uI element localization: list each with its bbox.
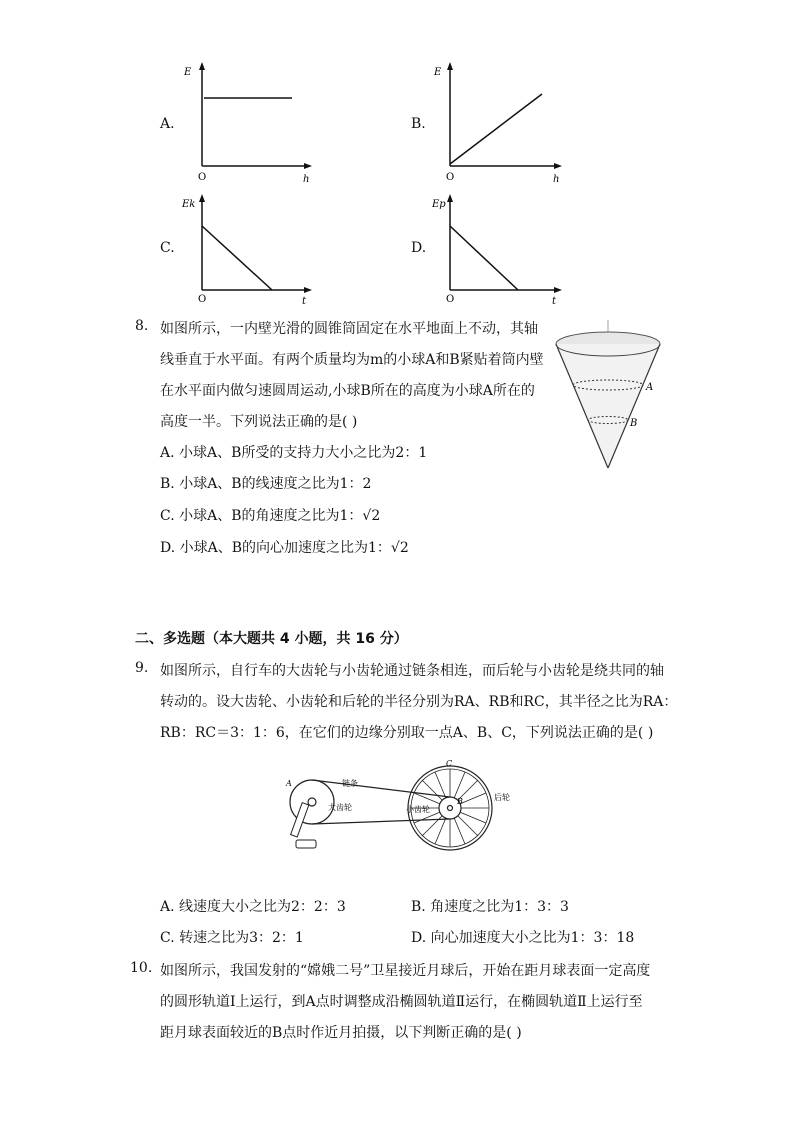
graph-c-xlabel: t (302, 296, 307, 307)
q8-line-3: 在水平面内做匀速圆周运动,小球B所在的高度为小球A所在的 (160, 383, 535, 399)
graph-d-ylabel: Ep (432, 199, 446, 210)
q8-line-1: 如图所示，一内壁光滑的圆锥筒固定在水平地面上不动，其轴 (160, 321, 538, 337)
cone-label-b: B (630, 418, 638, 429)
q9-line-3: RB：RC＝3：1：6，在它们的边缘分别取一点A、B、C，下列说法正确的是( ) (160, 725, 654, 741)
q9-option-d: D. 向心加速度大小之比为1：3：18 (411, 930, 635, 946)
q10-line-1: 如图所示，我国发射的“嫦娥二号”卫星接近月球后，开始在距月球表面一定高度 (160, 963, 651, 979)
graph-d-xlabel: t (552, 296, 557, 307)
bicycle-label-chain: 链条 (342, 779, 358, 788)
section-title: 二、多选题（本大题共 4 小题，共 16 分） (135, 631, 408, 647)
bicycle-label-a: A (286, 779, 292, 788)
bicycle-label-rear-wheel: 后轮 (494, 793, 510, 802)
graph-c (180, 190, 320, 319)
q8-line-2: 线垂直于水平面。有两个质量均为m的小球A和B紧贴着筒内壁 (160, 352, 544, 368)
graph-a-ylabel: E (184, 67, 192, 78)
bicycle-label-c: C (446, 760, 453, 768)
graph-c-ylabel: Ek (182, 199, 196, 210)
graph-c-origin: O (198, 294, 207, 305)
q8-option-b: B. 小球A、B的线速度之比为1：2 (160, 476, 372, 492)
q8-option-c: C. 小球A、B的角速度之比为1：√2 (160, 508, 381, 524)
bicycle-label-small-gear: 小齿轮 (406, 805, 430, 814)
q8-line-4: 高度一半。下列说法正确的是( ) (160, 414, 358, 430)
q9-option-b: B. 角速度之比为1：3：3 (411, 899, 569, 915)
q9-option-c: C. 转速之比为3：2：1 (160, 930, 304, 946)
q9-option-a: A. 线速度大小之比为2：2：3 (160, 899, 346, 915)
q10-number: 10. (130, 960, 153, 976)
cone-label-a: A (646, 382, 654, 393)
q8-number: 8. (135, 318, 149, 334)
q9-line-2: 转动的。设大齿轮、小齿轮和后轮的半径分别为RA、RB和RC，其半径之比为RA： (160, 694, 678, 710)
graph-b-origin: O (446, 172, 455, 183)
bicycle-label-b: B (457, 797, 463, 806)
cone-figure (548, 318, 668, 482)
option-c-label: C. (160, 240, 175, 256)
graph-d (430, 190, 570, 319)
option-b-label: B. (411, 116, 426, 132)
q10-line-2: 的圆形轨道Ⅰ上运行，到A点时调整成沿椭圆轨道Ⅱ运行，在椭圆轨道Ⅱ上运行至 (160, 994, 643, 1010)
bicycle-figure (282, 760, 512, 864)
q10-line-3: 距月球表面较近的B点时作近月拍摄，以下判断正确的是( ) (160, 1025, 522, 1041)
option-a-label: A. (160, 116, 175, 132)
graph-a-xlabel: h (303, 174, 310, 183)
q8-option-d: D. 小球A、B的向心加速度之比为1：√2 (160, 540, 409, 556)
bicycle-label-big-gear: 大齿轮 (328, 803, 352, 812)
q9-line-1: 如图所示，自行车的大齿轮与小齿轮通过链条相连，而后轮与小齿轮是绕共同的轴 (160, 663, 664, 679)
graph-d-origin: O (446, 294, 455, 305)
option-d-label: D. (411, 240, 427, 256)
q8-option-a: A. 小球A、B所受的支持力大小之比为2：1 (160, 445, 428, 461)
q9-number: 9. (135, 660, 149, 676)
graph-b-ylabel: E (434, 67, 442, 78)
graph-a-origin: O (198, 172, 207, 183)
graph-b (430, 58, 570, 187)
graph-a (180, 58, 320, 187)
graph-b-xlabel: h (553, 174, 560, 183)
